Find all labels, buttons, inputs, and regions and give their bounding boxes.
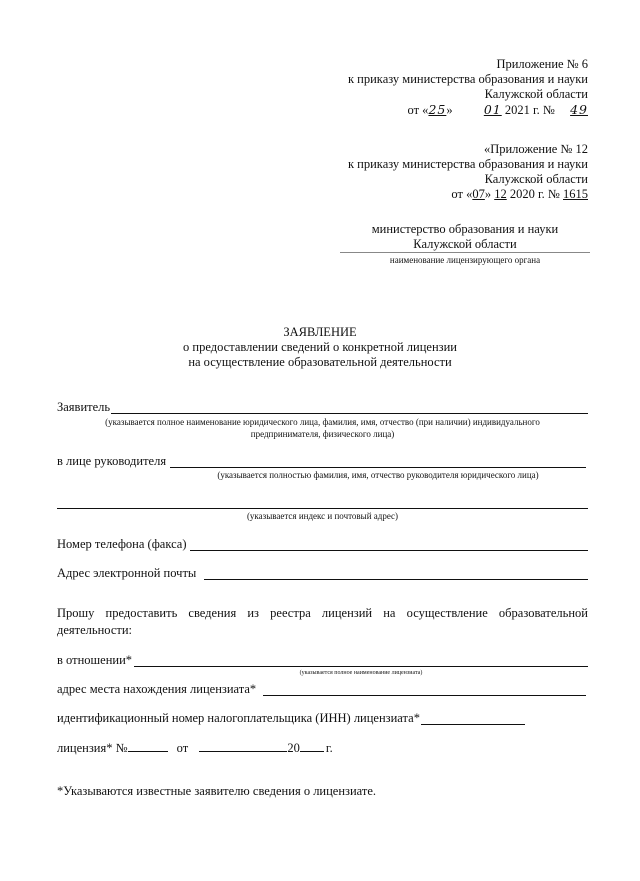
handwritten-number: 49 bbox=[570, 102, 588, 117]
license-number-field[interactable] bbox=[128, 740, 168, 752]
date-prefix: от « bbox=[451, 187, 473, 201]
order-day: 07 bbox=[472, 187, 485, 201]
license-year-prefix: 20 bbox=[287, 741, 300, 755]
footnote: *Указываются известные заявителю сведения о лицензиате. bbox=[57, 784, 377, 798]
inn-label: идентификационный номер налогоплательщика (ИНН) лицензиата* bbox=[57, 711, 420, 725]
license-from-label: от bbox=[176, 741, 189, 755]
regarding-label: в отношении* bbox=[57, 653, 133, 667]
authority-underline bbox=[340, 252, 590, 253]
email-label: Адрес электронной почты bbox=[57, 566, 197, 580]
order-month: 12 bbox=[494, 187, 507, 201]
order-year: 2020 г. № bbox=[509, 187, 560, 201]
document-title: ЗАЯВЛЕНИЕ bbox=[283, 325, 357, 339]
appendix12-region: Калужской области bbox=[484, 172, 588, 186]
licensee-address-field[interactable] bbox=[263, 695, 586, 696]
regarding-hint: (указывается полное наименование лицензиата) bbox=[299, 670, 423, 676]
postal-address-field[interactable] bbox=[57, 508, 588, 509]
postal-address-hint: (указывается индекс и почтовый адрес) bbox=[246, 511, 399, 521]
license-year-field[interactable] bbox=[300, 740, 324, 752]
license-year-suffix: г. bbox=[325, 741, 333, 755]
applicant-hint-2: предпринимателя, физического лица) bbox=[250, 429, 395, 439]
handwritten-month: 01 bbox=[483, 102, 502, 117]
head-field[interactable] bbox=[170, 467, 586, 468]
order-number: 1615 bbox=[563, 187, 588, 201]
license-line bbox=[57, 740, 333, 756]
document-subtitle-line2: на осуществление образовательной деятельности bbox=[188, 355, 452, 369]
phone-field[interactable] bbox=[190, 550, 588, 551]
document-subtitle-line1: о предоставлении сведений о конкретной лицензии bbox=[183, 340, 457, 354]
inn-field[interactable] bbox=[421, 724, 525, 725]
authority-name-line2: Калужской области bbox=[413, 237, 517, 251]
appendix12-date-line bbox=[451, 187, 588, 202]
handwritten-day: 25 bbox=[428, 102, 447, 117]
date-prefix: от « bbox=[407, 103, 429, 117]
request-text: Прошу предоставить сведения из реестра лицензий на осуществление образовательной деятельности: bbox=[57, 606, 588, 637]
authority-caption: наименование лицензирующего органа bbox=[389, 255, 541, 265]
appendix6-date-line bbox=[408, 102, 589, 118]
email-field[interactable] bbox=[204, 579, 588, 580]
date-mid: » bbox=[484, 187, 492, 201]
appendix6-order-line: к приказу министерства образования и науки bbox=[347, 72, 588, 86]
applicant-hint-1: (указывается полное наименование юридического лица, фамилия, имя, отчество (при наличии) индивидуального bbox=[105, 417, 540, 427]
date-mid: » bbox=[446, 103, 453, 117]
licensee-address-label: адрес места нахождения лицензиата* bbox=[57, 682, 257, 696]
phone-label: Номер телефона (факса) bbox=[57, 537, 187, 551]
applicant-field[interactable] bbox=[111, 413, 588, 414]
regarding-field[interactable] bbox=[134, 666, 588, 667]
head-hint: (указывается полностью фамилия, имя, отчество руководителя юридического лица) bbox=[217, 470, 539, 480]
authority-name-line1: министерство образования и науки bbox=[371, 222, 559, 236]
appendix6-title: Приложение № 6 bbox=[496, 57, 588, 71]
license-label: лицензия* № bbox=[57, 741, 128, 755]
applicant-label: Заявитель bbox=[57, 400, 111, 414]
date-suffix: 2021 г. № bbox=[504, 103, 555, 117]
appendix12-title: «Приложение № 12 bbox=[483, 142, 588, 156]
license-date-field[interactable] bbox=[199, 740, 287, 752]
appendix6-region: Калужской области bbox=[484, 87, 588, 101]
head-label: в лице руководителя bbox=[57, 454, 167, 468]
appendix12-order-line: к приказу министерства образования и науки bbox=[347, 157, 588, 171]
